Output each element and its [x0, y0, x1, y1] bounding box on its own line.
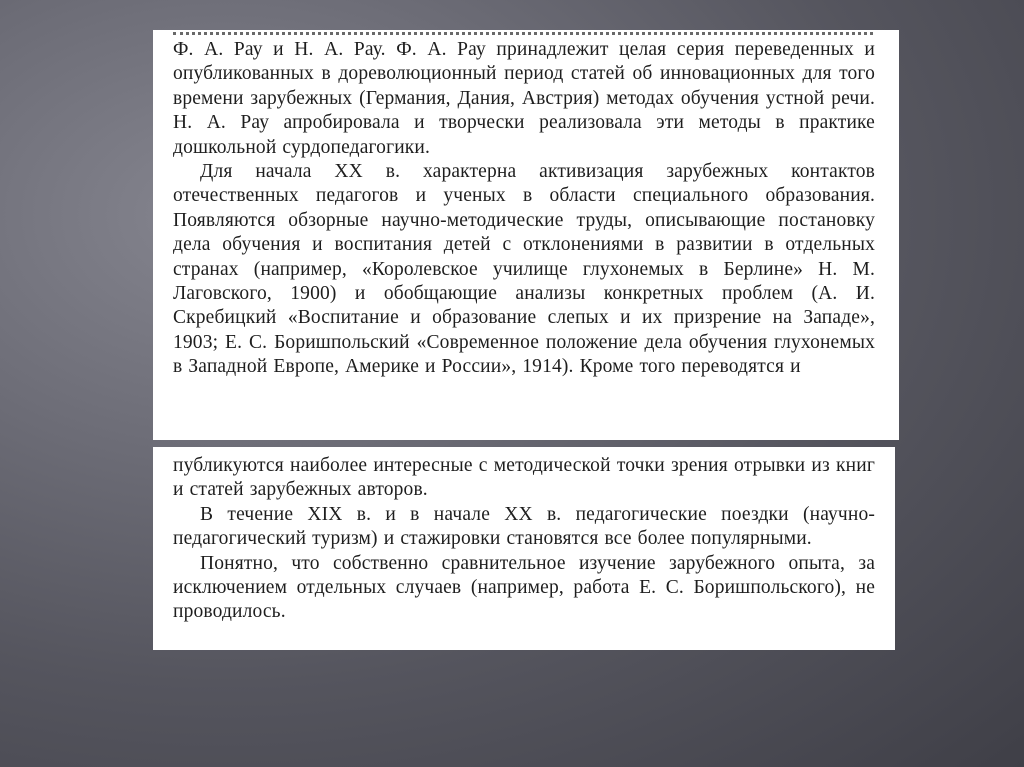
scanned-text-block-bottom	[153, 447, 895, 650]
clipped-text-line	[173, 30, 873, 35]
paragraph-rau: Ф. А. Рау и Н. А. Рау. Ф. А. Рау принадлежит целая серия переведенных и опубликованных в дореволюционный период статей об инновационных для того времени зарубежных (Германия, Дания, Австрия) методах обучения устной речи. Н. А. Рау апробировала и творчески реализовала эти методы в практике дошкольной сурдопедагогики.	[173, 39, 875, 158]
paragraph-xx-century-contacts: Для начала XX в. характерна активизация зарубежных контактов отечественных педагогов и ученых в области специального образования. Появляются обзорные научно-методические труды, описывающие постановку дела обучения и воспитания детей с отклонениями в развитии в отдельных странах (например, «Королевское училище глухонемых в Берлине» Н. М. Лаговского, 1900) и обобщающие анализы конкретных проблем (А. И. Скребицкий «Воспитание и образование слепых и их призрение на Западе», 1903; Е. С. Боришпольский «Современное положение дела обучения глухонемых в Западной Европе, Америке и России», 1914). Кроме того переводятся и	[173, 161, 875, 378]
scanned-text-block-top	[153, 30, 899, 440]
paragraph-pedagogical-trips: В течение XIX в. и в начале XX в. педагогические поездки (научно-педагогический туризм) и стажировки становятся все более популярными.	[173, 503, 875, 550]
paragraph-comparative-study: Понятно, что собственно сравнительное изучение зарубежного опыта, за исключением отдельных случаев (например, работа Е. С. Боришпольского), не проводилось.	[173, 552, 875, 623]
paragraph-publications: публикуются наиболее интересные с методической точки зрения отрывки из книг и статей зарубежных авторов.	[173, 455, 875, 501]
